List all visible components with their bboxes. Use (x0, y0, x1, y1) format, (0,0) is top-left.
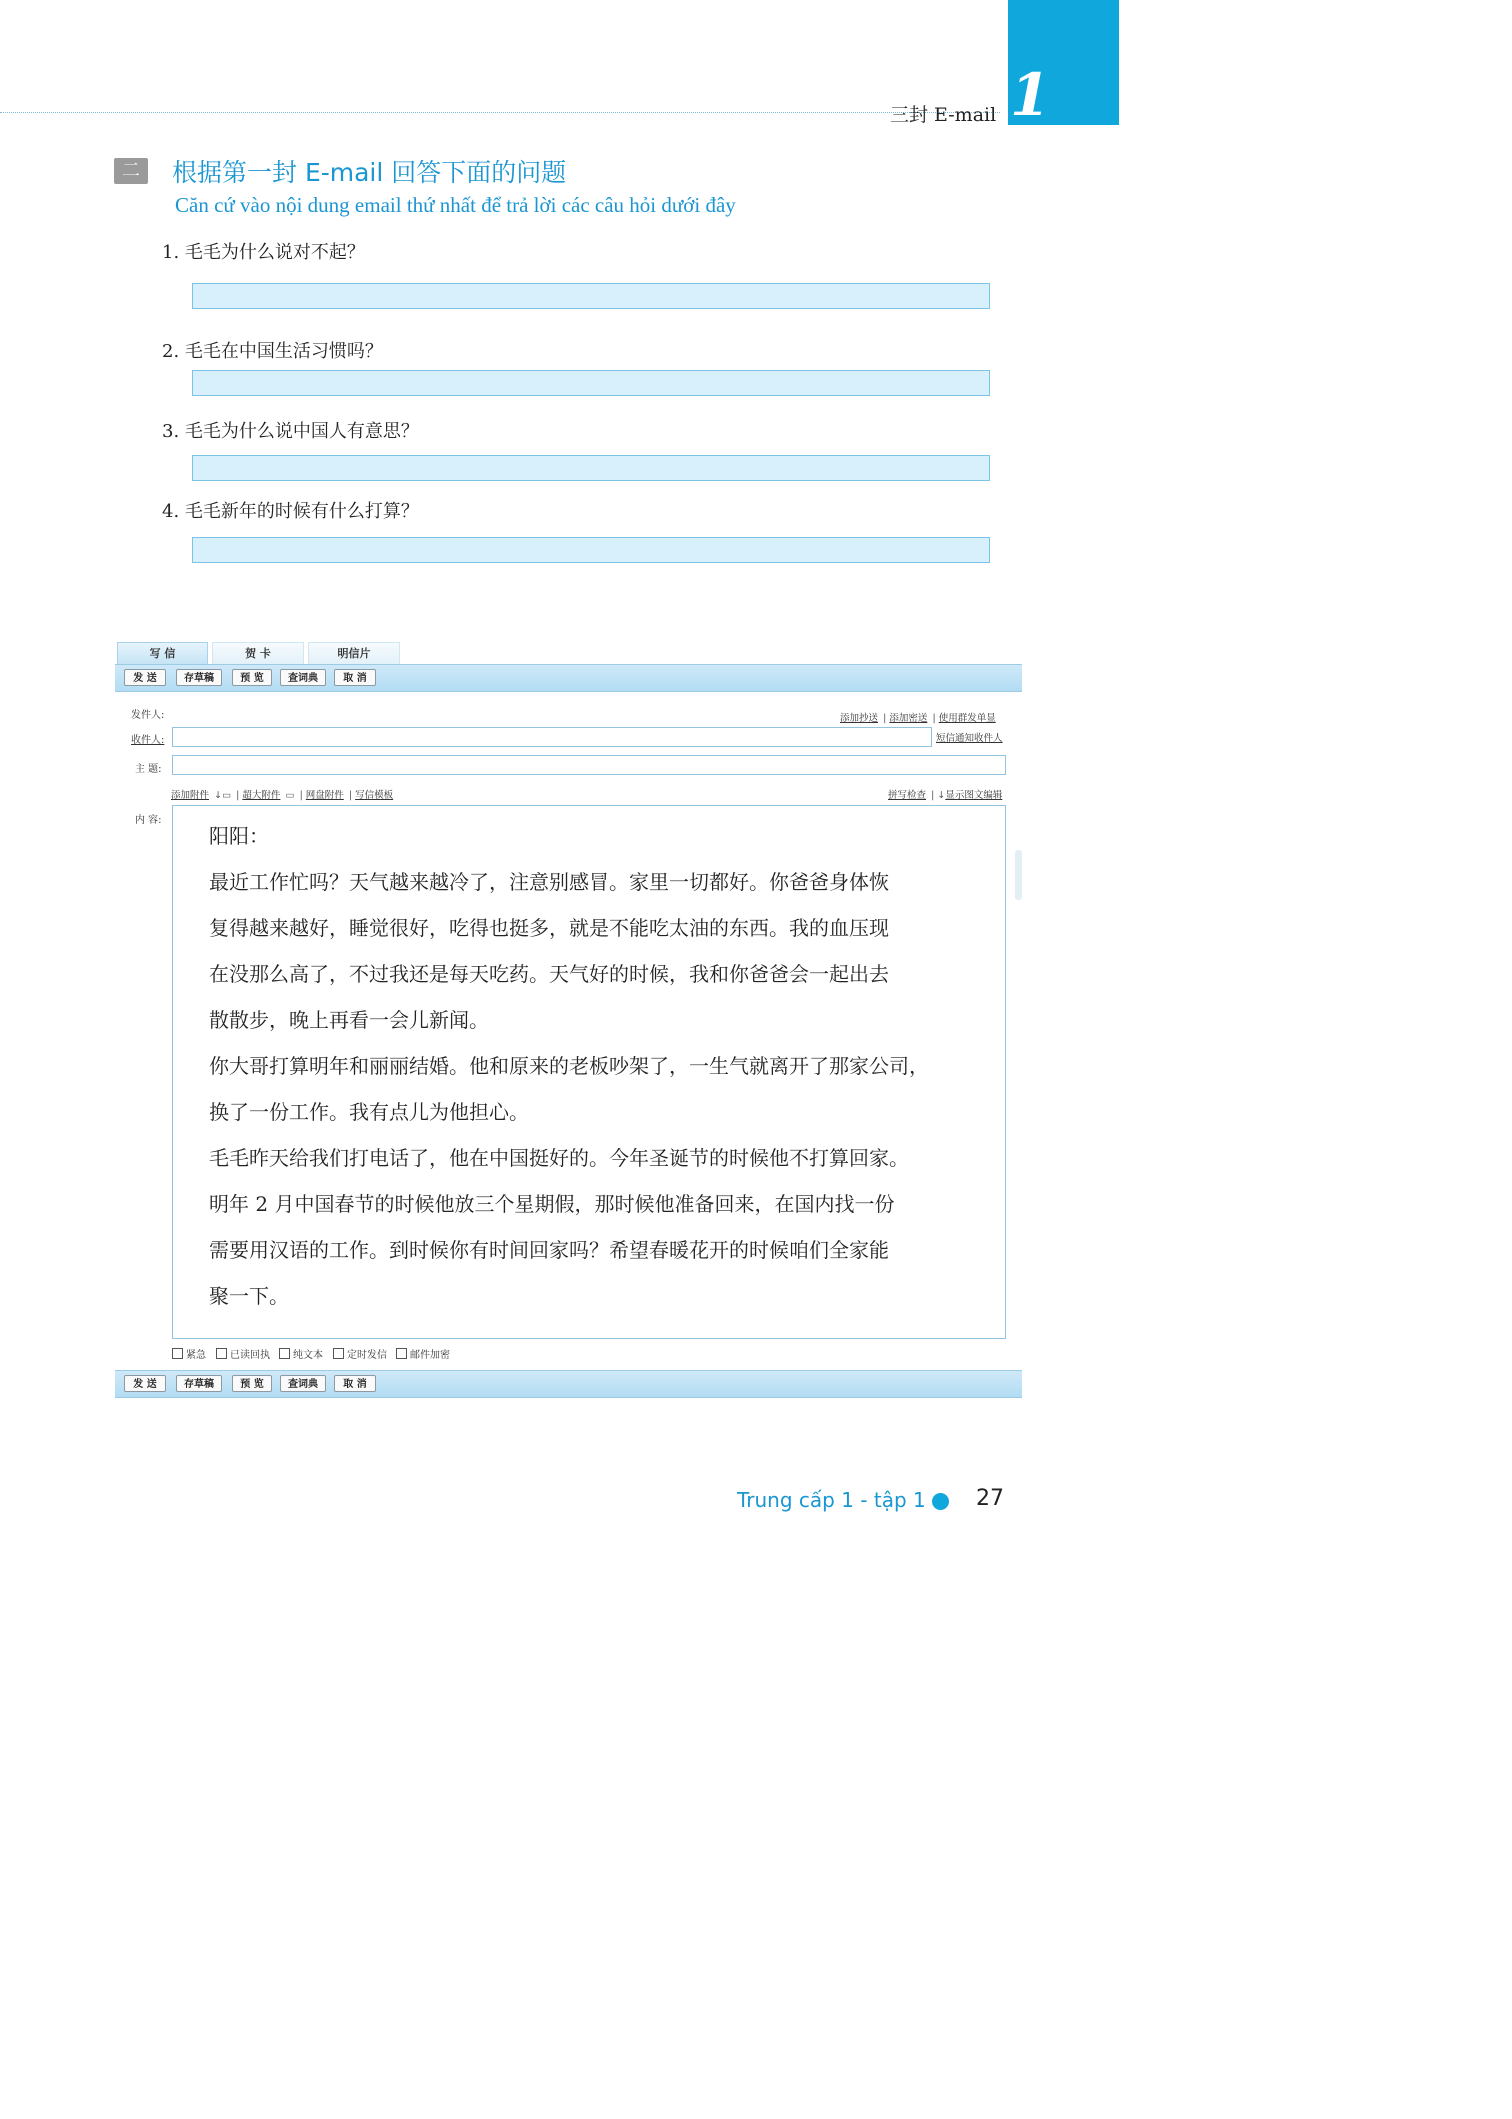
chapter-number: 1 (1010, 61, 1051, 129)
letter-line: 明年 2 月中国春节的时候他放三个星期假，那时候他准备回来，在国内找一份 (209, 1192, 895, 1216)
content-label: 内 容: (135, 815, 162, 826)
letter-line: 你大哥打算明年和丽丽结婚。他和原来的老板吵架了，一生气就离开了那家公司， (209, 1054, 929, 1078)
attachment-links (171, 783, 393, 802)
header-dotted-rule (0, 112, 1000, 113)
option-read-receipt[interactable]: 已读回执 (216, 1346, 270, 1361)
netdisk-attachment-link[interactable]: 网盘附件 (305, 790, 344, 801)
large-attachment-link[interactable]: 超大附件 (242, 790, 281, 801)
cloud-icon: ▭ (285, 790, 295, 801)
cancel-button[interactable]: 取 消 (334, 669, 376, 686)
arrow-down-icon: ↓ (937, 790, 946, 801)
running-title: 三封 E-mail (890, 104, 997, 126)
exercise-title: 根据第一封 E-mail 回答下面的问题 (172, 158, 567, 187)
cancel-button[interactable]: 取 消 (334, 1375, 376, 1392)
letter-line: 复得越来越好，睡觉很好，吃得也挺多，就是不能吃太油的东西。我的血压现 (209, 916, 889, 940)
bullet-dot-icon (932, 1493, 949, 1510)
option-encrypt[interactable]: 邮件加密 (396, 1346, 450, 1361)
letter-line: 需要用汉语的工作。到时候你有时间回家吗？希望春暖花开的时候咱们全家能 (209, 1238, 889, 1262)
send-button[interactable]: 发 送 (124, 669, 166, 686)
message-body-editor[interactable] (172, 805, 1006, 1339)
editor-links (888, 783, 1002, 802)
template-link[interactable]: 写信模板 (355, 790, 394, 801)
checkbox-icon[interactable] (216, 1348, 227, 1359)
top-toolbar (115, 664, 1022, 692)
checkbox-icon[interactable] (279, 1348, 290, 1359)
spell-check-link[interactable]: 拼写检查 (888, 790, 927, 801)
tab-write[interactable]: 写 信 (117, 642, 208, 664)
header-links (840, 706, 996, 725)
checkbox-icon[interactable] (172, 1348, 183, 1359)
rich-editor-link[interactable]: 显示图文编辑 (945, 790, 1003, 801)
email-compose-window (115, 640, 1022, 1396)
separator: | (931, 790, 938, 801)
question-1: 1. 毛毛为什么说对不起？ (162, 242, 365, 263)
checkbox-icon[interactable] (333, 1348, 344, 1359)
subject-input[interactable] (172, 755, 1006, 775)
send-button[interactable]: 发 送 (124, 1375, 166, 1392)
save-draft-button[interactable]: 存草稿 (176, 1375, 222, 1392)
checkbox-icon[interactable] (396, 1348, 407, 1359)
separator: | (348, 790, 356, 801)
scrollbar-handle[interactable] (1015, 850, 1022, 900)
group-send-link[interactable]: 使用群发单显 (938, 713, 996, 724)
question-4: 4. 毛毛新年的时候有什么打算？ (162, 501, 419, 522)
preview-button[interactable]: 预 览 (232, 1375, 272, 1392)
page-number: 27 (976, 1486, 1004, 1511)
option-scheduled-send[interactable]: 定时发信 (333, 1346, 387, 1361)
answer-box-1[interactable] (192, 283, 990, 309)
separator: | (236, 790, 243, 801)
preview-button[interactable]: 预 览 (232, 669, 272, 686)
separator: | (932, 713, 939, 724)
book-title: Trung cấp 1 - tập 1 (737, 1488, 926, 1512)
separator: | (299, 790, 306, 801)
sms-notify-link[interactable]: 短信通知收件人 (936, 733, 1003, 744)
dictionary-button[interactable]: 查词典 (280, 669, 326, 686)
answer-box-2[interactable] (192, 370, 990, 396)
mail-tabs (115, 640, 1022, 664)
add-attachment-link[interactable]: 添加附件 (171, 790, 210, 801)
subject-label: 主 题: (135, 764, 162, 775)
paperclip-icon: ↓▭ (214, 790, 232, 801)
letter-line: 散散步，晚上再看一会儿新闻。 (209, 1008, 489, 1032)
exercise-subtitle: Căn cứ vào nội dung email thứ nhất để trả lời các câu hỏi dưới đây (175, 193, 736, 217)
letter-line: 聚一下。 (209, 1284, 289, 1308)
recipient-input[interactable] (172, 727, 932, 747)
letter-line: 换了一份工作。我有点儿为他担心。 (209, 1100, 529, 1124)
answer-box-3[interactable] (192, 455, 990, 481)
question-2: 2. 毛毛在中国生活习惯吗？ (162, 341, 383, 362)
separator: | (883, 713, 890, 724)
chapter-tab (1008, 0, 1119, 129)
option-urgent[interactable]: 紧急 (172, 1346, 206, 1361)
answer-box-4[interactable] (192, 537, 990, 563)
add-cc-link[interactable]: 添加抄送 (840, 713, 879, 724)
section-badge: 二 (114, 158, 148, 184)
tab-postcard[interactable]: 明信片 (308, 642, 400, 664)
bottom-toolbar (115, 1370, 1022, 1398)
dictionary-button[interactable]: 查词典 (280, 1375, 326, 1392)
option-plain-text[interactable]: 纯文本 (279, 1346, 323, 1361)
add-bcc-link[interactable]: 添加密送 (889, 713, 928, 724)
save-draft-button[interactable]: 存草稿 (176, 669, 222, 686)
tab-greeting-card[interactable]: 贺 卡 (212, 642, 304, 664)
to-label[interactable]: 收件人: (131, 735, 165, 746)
from-label: 发件人: (131, 710, 165, 721)
letter-line: 毛毛昨天给我们打电话了，他在中国挺好的。今年圣诞节的时候他不打算回家。 (209, 1146, 909, 1170)
letter-line: 在没那么高了，不过我还是每天吃药。天气好的时候，我和你爸爸会一起出去 (209, 962, 889, 986)
letter-line: 最近工作忙吗？天气越来越冷了，注意别感冒。家里一切都好。你爸爸身体恢 (209, 870, 889, 894)
question-3: 3. 毛毛为什么说中国人有意思？ (162, 421, 419, 442)
letter-greeting: 阳阳： (209, 824, 269, 848)
